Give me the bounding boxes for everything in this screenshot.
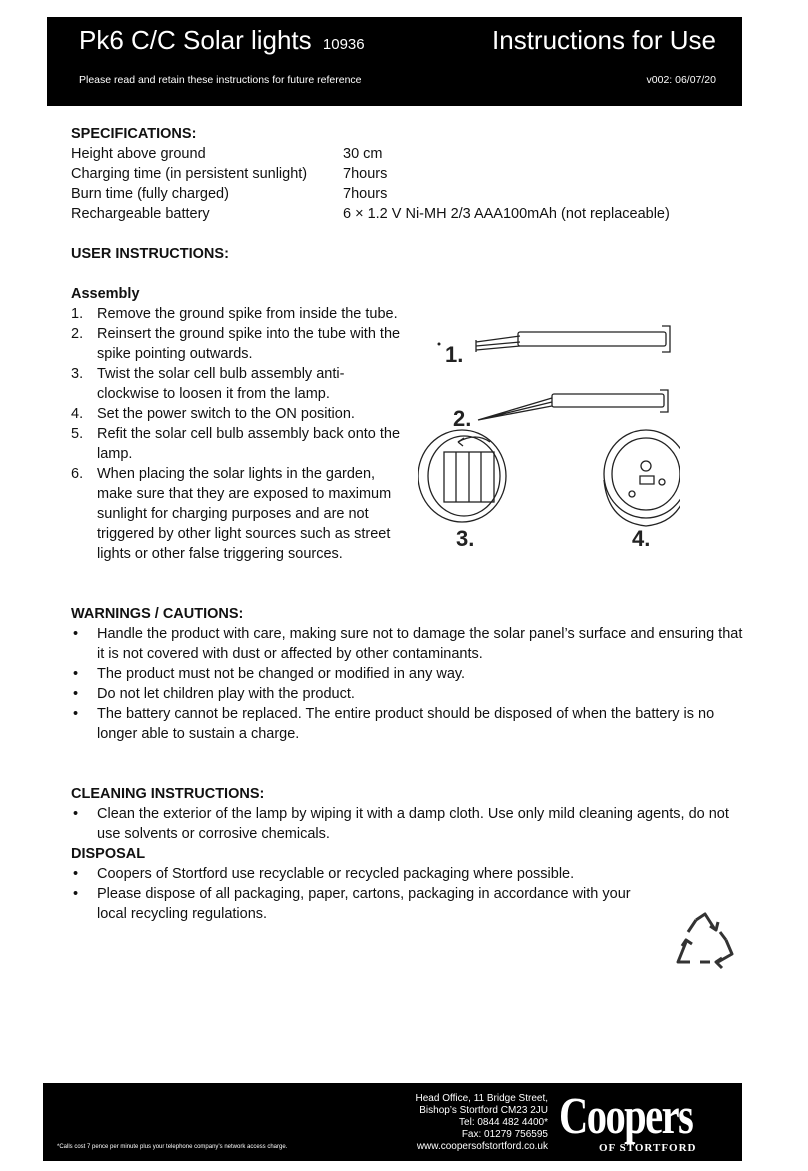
spec-label: Charging time (in persistent sunlight) (71, 166, 308, 182)
address-line: Tel: 0844 482 4400* (459, 1117, 548, 1128)
switch-diagram (604, 430, 680, 526)
page-title (79, 25, 365, 56)
diagram-label-3: 3. (456, 526, 475, 551)
cleaning-heading: CLEANING INSTRUCTIONS: (71, 786, 265, 802)
assembly-step (71, 404, 401, 424)
user-instructions-heading: USER INSTRUCTIONS: (71, 246, 229, 262)
tube-diagram-1 (476, 326, 670, 352)
cleaning-list (71, 804, 751, 844)
spec-label: Rechargeable battery (71, 206, 210, 222)
diagram-label-4: 4. (632, 526, 651, 551)
address-line: Fax: 01279 756595 (461, 1129, 548, 1140)
title-text: Pk6 C/C Solar lights (79, 25, 312, 55)
website-text: www.coopersofstortford.co.uk (416, 1141, 548, 1152)
spec-value: 7hours (343, 186, 388, 202)
spec-row (71, 144, 751, 164)
assembly-step (71, 464, 401, 564)
warnings-list (71, 624, 751, 744)
spec-row (71, 184, 751, 204)
assembly-diagram (418, 316, 680, 556)
cleaning-item: • Clean the exterior of the lamp by wiping it with a damp cloth. Use only mild cleaning agents, do not use solvents or corrosive chemicals. (71, 804, 751, 844)
step-text: When placing the solar lights in the garden, make sure that they are exposed to maximum sunlight for charging purposes and are not triggered by other light sources such as street lights or other false triggering sources. (97, 466, 392, 562)
disposal-item: • Coopers of Stortford use recyclable or recycled packaging where possible. (71, 864, 651, 884)
address-line: Bishop’s Stortford CM23 2JU (419, 1105, 548, 1116)
diagram-label-2: 2. (453, 406, 472, 431)
instructions-title: Instructions for Use (492, 25, 716, 55)
brand-logo: Coopers (559, 1088, 693, 1145)
page-footer (43, 1083, 742, 1161)
step-number: 4. (71, 406, 84, 422)
product-code: 10936 (322, 36, 365, 53)
assembly-step (71, 324, 401, 364)
header-subtitle: Please read and retain these instructions for future reference (79, 74, 362, 86)
assembly-step (71, 304, 401, 324)
disposal-item: • Please dispose of all packaging, paper, cartons, packaging in accordance with your local recycling regulations. (71, 884, 651, 924)
step-text: Twist the solar cell bulb assembly anti-clockwise to loosen it from the lamp. (97, 366, 345, 402)
spec-value: 7hours (343, 166, 388, 182)
specifications-table (71, 144, 751, 224)
step-number: 5. (71, 426, 84, 442)
step-text: Refit the solar cell bulb assembly back onto the lamp. (97, 426, 401, 462)
warning-item: • The battery cannot be replaced. The entire product should be disposed of when the battery is no longer able to sustain a charge. (71, 704, 751, 744)
disposal-heading: DISPOSAL (71, 846, 146, 862)
disposal-list (71, 864, 651, 924)
step-text: Reinsert the ground spike into the tube with the spike pointing outwards. (97, 326, 401, 362)
assembly-steps (71, 304, 401, 564)
version-label: v002: 06/07/20 (646, 74, 716, 86)
call-charge-note: *Calls cost 7 pence per minute plus your telephone company’s network access charge. (57, 1144, 288, 1150)
spec-row (71, 204, 751, 224)
recycle-icon (672, 910, 738, 972)
brand-subtitle: OF STORTFORD (599, 1142, 697, 1154)
warning-item: • Do not let children play with the product. (71, 684, 751, 704)
step-text: Set the power switch to the ON position. (97, 406, 355, 422)
page-header (47, 17, 742, 106)
warning-item: • Handle the product with care, making sure not to damage the solar panel’s surface and ensuring that it is not covered with dust or affected by other contaminants. (71, 624, 751, 664)
step-number: 2. (71, 326, 84, 342)
dot-mark (438, 343, 441, 346)
specifications-heading: SPECIFICATIONS: (71, 126, 197, 142)
step-text: Remove the ground spike from inside the tube. (97, 306, 398, 322)
spec-label: Burn time (fully charged) (71, 186, 229, 202)
company-address (416, 1093, 548, 1153)
address-line: Head Office, 11 Bridge Street, (415, 1093, 548, 1104)
assembly-step (71, 364, 401, 404)
warnings-heading: WARNINGS / CAUTIONS: (71, 606, 244, 622)
warning-item: • The product must not be changed or modified in any way. (71, 664, 751, 684)
assembly-step (71, 424, 401, 464)
step-number: 3. (71, 366, 84, 382)
spec-value: 30 cm (343, 146, 383, 162)
solar-cell-diagram (418, 430, 506, 522)
diagram-label-1: 1. (445, 342, 464, 367)
assembly-heading: Assembly (71, 286, 140, 302)
spec-row (71, 164, 751, 184)
step-number: 6. (71, 466, 84, 482)
spec-value: 6 × 1.2 V Ni-MH 2/3 AAA100mAh (not replaceable) (343, 206, 670, 222)
step-number: 1. (71, 306, 84, 322)
tube-diagram-2 (478, 390, 668, 420)
spec-label: Height above ground (71, 146, 206, 162)
